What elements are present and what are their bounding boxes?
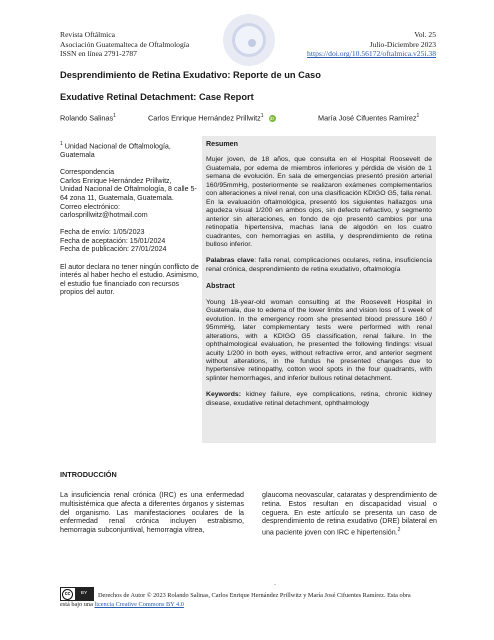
association-name: Asociación Guatemalteca de Oftalmología — [60, 39, 190, 49]
resumen-text: Mujer joven, de 18 años, que consulta en el Hospital Roosevelt de Guatemala, por edema de miembros inferiores y pérdida de visión de 1 semana de evolución. En sala de emergencias presentó presión arterial 160/95mmHg, posteriormente se realizaron exámenes complementarios con alteraciones a nivel renal, con una clasificación KDIGO G5, falla renal. En la evaluación oftalmológica, presentó los siguientes hallazgos una agudeza visual 1/200 en ambos ojos, sin defecto refractivo, y segmento anterior sin alteraciones, en fondo de ojo presentó cambios por una retinopatía hipertensiva, machas lana de algodón en los cuatro cuadrantes, con hemorragias en astilla, y desprendimiento de retina bulloso inferior. — [206, 156, 432, 248]
keywords: Keywords: kidney failure, eye complications, retina, chronic kidney disease, exudative retinal detachment, ophthalmology — [206, 391, 432, 407]
correspondence-name: Carlos Enrique Hernández Prillwitz, — [60, 176, 172, 185]
correspondence-address: Unidad Nacional de Oftalmología, 8 calle 5-64 zona 11, Guatemala, Guatemala. — [60, 185, 197, 202]
intro-heading: INTRODUCCIÓN — [60, 470, 117, 479]
abstract-heading: Abstract — [206, 282, 235, 291]
cc-icon: cc — [62, 589, 73, 600]
title-spanish: Desprendimiento de Retina Exudativo: Reporte de un Caso — [60, 70, 321, 80]
doi-link[interactable]: https://doi.org/10.56172/oftalmica.v25i.38 — [307, 49, 436, 59]
title-english: Exudative Retinal Detachment: Case Report — [60, 92, 254, 102]
journal-header — [60, 30, 189, 59]
license-link[interactable]: licencia Creative Commons BY 4.0 — [94, 601, 184, 608]
issue-period: Julio-Diciembre 2023 — [369, 39, 436, 49]
author-2: Carlos Enrique Hernández Prillwitz$^1$ iD — [148, 113, 275, 123]
affiliation: $^1$ Unidad Nacional de Oftalmología, Guatemala — [60, 141, 171, 159]
author-3: María José Cifuentes Ramírez$^1$ — [318, 113, 420, 123]
intro-column-left: La insuficiencia renal crónica (IRC) es una enfermedad multisistémica que afecta a diferentes órganos y sistemas del organismo. Las manifestaciones oculares de la enfermedad renal crónica incluyen estrabismo, hemorragia subconjuntival, hemorragia vítrea, — [60, 491, 244, 535]
journal-logo-icon — [223, 14, 275, 66]
abstract-text: Young 18-year-old woman consulting at the Roosevelt Hospital in Guatemala, due to edema of the lower limbs and vision loss of 1 week of evolution. In the emergency room she presented blood pressure 160 / 95mmHg, later complementary tests were performed with renal alterations, with a KDIGO G5 classification, renal failure. In the ophthalmological evaluation, he presented the following findings: visual acuity 1/200 in both eyes, without refractive error, and anterior segment without alterations, in the fundus he presented changes due to hypertensive retinopathy, cotton wool spots in the four quadrants, with splinter hemorrhages, and inferior bullous retinal detachment. — [206, 298, 432, 382]
license-notice: está bajo una licencia Creative Commons BY 4.0 — [60, 601, 184, 608]
issue-header — [307, 30, 436, 59]
journal-name: Revista Oftálmica — [60, 30, 116, 39]
creative-commons-badge[interactable] — [60, 587, 94, 601]
abstract-box — [202, 136, 436, 443]
author-1: Rolando Salinas$^1$ — [60, 113, 116, 123]
issn: ISSN en línea 2791-2787 — [60, 49, 137, 59]
disclosure: El autor declara no tener ningún conflicto de interés al haber hecho el estudio. Asimismo, el estudio fue financiado con recursos propios del autor. — [60, 262, 199, 297]
copyright-notice: Derechos de Autor © 2023 Rolando Salinas, Carlos Enrique Hernández Prillwitz y María José Cifuentes Ramírez. Esta obra — [98, 592, 411, 599]
palabras-clave: Palabras clave: falla renal, complicaciones oculares, retina, insuficiencia renal crónica, desprendimiento de retina exudativo, oftalmología — [206, 257, 432, 273]
volume: Vol. 25 — [414, 30, 436, 39]
correspondence-label: Correspondencia — [60, 168, 115, 177]
orcid-icon[interactable]: iD — [269, 116, 275, 121]
page-dash: - — [274, 582, 276, 588]
article-info-sidebar — [60, 140, 200, 306]
published-date: Fecha de publicación: 27/01/2024 — [60, 245, 167, 254]
sent-date: Fecha de envío: 1/05/2023 — [60, 228, 145, 237]
resumen-heading: Resumen — [206, 140, 238, 148]
accepted-date: Fecha de aceptación: 15/01/2024 — [60, 236, 166, 245]
intro-column-right: glaucoma neovascular, cataratas y desprendimiento de retina. Estos resultan en discapacidad visual o ceguera. En este artículo se presenta un caso de desprendimiento de retina exudativo (DRE) bilateral en una paciente joven con IRC e hipertensión.$^2$ — [262, 491, 437, 537]
by-icon: BY — [75, 588, 93, 600]
email-label: Correo electrónico: — [60, 202, 120, 211]
email-address[interactable]: carlosprillwitz@hotmail.com — [60, 211, 148, 220]
